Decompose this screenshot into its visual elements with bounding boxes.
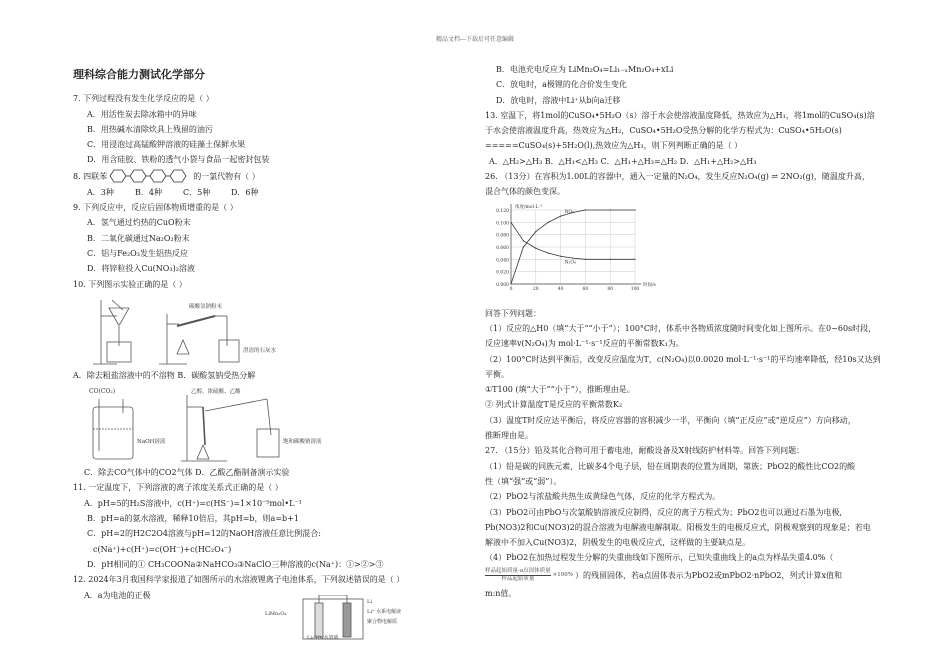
q11-option-d: D．pH相同的① CH₃COONa②NaHCO₃③NaClO三种溶液的c(Na⁺)：①>②>③	[87, 559, 384, 569]
q10-figure-cd	[87, 385, 327, 463]
series-line-1	[511, 222, 635, 259]
data-point	[510, 221, 511, 222]
q27-line-2: （1）铅是碳的同族元素，比碳多4个电子层，铅在周期表的位置为周期，第族；PbO2的酸性比CO2的酸	[485, 461, 856, 471]
q26-after-1: 回答下列问题：	[485, 308, 541, 318]
q26-line-1: 26. （13分）在容积为1.00L的容器中，通入一定量的N₂O₄，发生反应N₂O₄(g) ⇌ 2NO₂(g)，随温度升高，	[485, 172, 870, 182]
q27-line-6: Pb(NO3)2和Cu(NO3)2的混合溶液为电解液电解制取。阳极发生的电极反应式，阴极观察到的现象是；若电	[485, 522, 871, 532]
data-point	[560, 255, 561, 256]
q26-after-4: （2）100°C时达到平衡后，改变反应温度为T，c(N₂O₄)以0.0020 mol·L⁻¹·s⁻¹的平均速率降低，经10s又达到	[485, 354, 881, 364]
q27-frac-den: 样品起始质量	[501, 576, 535, 583]
data-point	[585, 209, 586, 210]
q9-option-a: A．氢气通过灼热的CuO粉末	[87, 218, 191, 228]
x-tick-label: 60	[582, 286, 589, 292]
y-tick-label: 0.000	[496, 282, 509, 288]
q27-frac-num: 样品起始质量-a点固体质量	[485, 568, 551, 575]
y-tick-label: 0.080	[496, 233, 509, 239]
q13-line-3: =====CuSO₄(s)+5H₂O(l),热效应为△H₃，则下列判断正确的是（ ）	[485, 141, 743, 151]
q26-after-2: （1）反应的△H0（填“大于”“小于”）；100°C时，体系中各物质浓度随时间变化如上图所示。在0~60s时段，	[485, 323, 877, 333]
y-tick-label: 0.020	[496, 270, 509, 276]
q10-fig1-label-b: 澄清的石灰水	[243, 347, 277, 354]
q27-line-1: 27. （15分）铅及其化合物可用于蓄电池，耐酸设备及X射线防护材料等。回答下列问题：	[485, 446, 805, 456]
q9-option-d: D．将锌粒投入Cu(NO₃)₂溶液	[87, 264, 195, 274]
page-header: 精品文档---下载后可任意编辑	[435, 36, 515, 43]
data-point	[572, 257, 573, 258]
data-point	[585, 258, 586, 259]
q12-option-d: D．放电时，溶液中Li⁺从b向a迁移	[496, 95, 621, 105]
data-point	[523, 246, 524, 247]
y-tick-label: 0.060	[496, 245, 509, 251]
y-tick-label: 0.100	[496, 221, 509, 227]
series-label: N₂O₄	[564, 259, 576, 265]
data-point	[548, 221, 549, 222]
q7-option-a: A．用活性炭去除冰箱中的异味	[87, 109, 197, 119]
data-point	[535, 231, 536, 232]
q26-after-6: ①T100 (填“大于”“小于”），推断理由是。	[485, 385, 635, 395]
q8-option-c: C．5种	[183, 187, 211, 197]
q27-line-4: （2）PbO2与浓盐酸共热生成黄绿色气体，反应的化学方程式为。	[485, 492, 721, 502]
q10-figure-ab	[87, 294, 277, 366]
q12-option-c: C．放电时，a极锂的化合价发生变化	[496, 80, 627, 90]
q11-stem: 11. 一定温度下，下列溶液的离子浓度关系式正确的是（ ）	[73, 483, 283, 493]
q12-fig-label-li: Li	[367, 599, 372, 605]
q12-option-b: B．电池充电反应为 LiMn₂O₄=Li₁₋ₓMn₂O₄+xLi	[496, 65, 674, 74]
x-tick-label: 20	[532, 286, 539, 292]
q27-line-3: 性（填“强”或“弱”）。	[485, 476, 562, 486]
x-tick-label: 80	[607, 286, 614, 292]
data-point	[548, 252, 549, 253]
q9-option-b: B．二氧化碳通过Na₂O₂粉末	[87, 233, 190, 243]
q27-line-8: （4）PbO2在加热过程发生分解的失重曲线如下图所示，已知失重曲线上的a点为样品失重4.0%（	[485, 553, 834, 563]
quaterphenyl-structure	[108, 169, 192, 183]
q10-fig2-label-naoh: NaOH溶液	[137, 439, 166, 446]
q12-fig-label-sep: Li⁺ 水系电解液	[367, 609, 402, 615]
q26-after-7: ② 列式计算温度T是反应的平衡常数K₂	[485, 400, 623, 410]
q12-battery-figure	[263, 595, 413, 641]
q13-line-1: 13. 室温下，将1mol的CuSO₄•5H₂O（s）溶于水会使溶液温度降低，热效应为△H₁，将1mol的CuSO₄(s)溶	[485, 110, 875, 120]
q12-fig-label-bottom: Li₂SO₄水溶液	[307, 635, 339, 641]
q10-caption-ab: A．除去粗盐溶液中的不溶物 B．碳酸氢钠受热分解	[73, 370, 256, 380]
q26-after-8: （3）温度T时反应达平衡后，将反应容器的容积减少一半，平衡向（填“正反应”或“逆反应”）方向移动，	[485, 415, 856, 425]
q8-option-b: B．4种	[135, 187, 162, 197]
q27-line-9-text: ）的残留固体，若a点固体表示为PbO2或mPbO2·nPbO2，列式计算x值和	[574, 571, 843, 581]
q11-option-c: C．pH=2的H2C2O4溶液与pH=12的NaOH溶液任意比例混合:	[87, 529, 321, 539]
right-column	[485, 62, 885, 601]
q8-stem-pre: 8. 四联苯	[73, 171, 108, 181]
q9-option-c: C．铝与Fe₂O₃发生铝热反应	[87, 248, 188, 258]
q26-concentration-chart	[485, 202, 725, 302]
q8-option-a: A．3种	[87, 187, 114, 197]
data-point	[510, 283, 511, 284]
q12-fig-label-left: LiMn₂O₄	[265, 611, 287, 617]
q27-fraction	[485, 568, 573, 583]
q12-fig-label-poly: 聚合物电解质	[367, 619, 398, 625]
q11-option-a: A．pH=5的H₂S溶液中，c(H⁺)=c(HS⁻)=1×10⁻⁵mol•L⁻¹	[84, 498, 302, 508]
data-point	[610, 209, 611, 210]
q27-line-10: m:n值。	[485, 588, 517, 598]
q26-after-9: 推断理由是。	[485, 431, 533, 441]
q10-fig2-label-mix: 乙醇、浓硫酸、乙酸	[191, 389, 241, 396]
data-point	[523, 240, 524, 241]
q11-option-c-expr: c(Na⁺)+c(H⁺)=c(OH⁻)+c(HC₂O₄⁻)	[93, 544, 232, 554]
data-point	[634, 258, 635, 259]
q10-fig2-label-co: CO(CO₂)	[89, 388, 116, 396]
q10-fig2-label-sat: 饱和碳酸钠溶液	[283, 439, 322, 446]
q27-line-7: 解液中不加入Cu(NO3)2，阴极发生的电极反应式，这样做的主要缺点是。	[485, 538, 751, 548]
data-point	[535, 247, 536, 248]
q8-stem	[73, 168, 463, 185]
q27-line-9	[485, 566, 885, 586]
q26-line-2: 混合气体的颜色变深。	[485, 187, 565, 197]
q7-option-b: B．用热碱水清除炊具上残留的油污	[87, 124, 213, 134]
q27-line-5: （3）PbO2可由PbO与次氯酸钠溶液反应制得，反应的离子方程式为；PbO2也可以通过石墨为电极,	[485, 507, 842, 517]
x-axis-label: 时间/s	[643, 282, 656, 288]
q12-stem: 12. 2024年3月我国科学家报道了如图所示的水溶液锂离子电池体系，下列叙述错误的是（ ）	[73, 575, 405, 585]
x-tick-label: 100	[630, 286, 640, 292]
data-point	[560, 215, 561, 216]
x-tick-label: 40	[557, 286, 564, 292]
q7-option-d: D．用含硅胶、铁粉的透气小袋与食品一起密封包装	[87, 155, 270, 165]
x-tick-label: 0	[509, 286, 513, 292]
q13-options: A．△H₂>△H₃ B．△H₁<△H₃ C．△H₁+△H₃=△H₂ D．△H₁+△H₂>△H₃	[489, 156, 757, 166]
q9-stem: 9. 下列反应中，反应后固体物质增重的是（ ）	[73, 203, 238, 213]
left-column	[73, 67, 463, 641]
q10-fig1-label-a: 碳酸氢钠粉末	[189, 303, 223, 310]
data-point	[610, 258, 611, 259]
y-axis-label: 浓度/mol·L⁻¹	[515, 204, 543, 210]
q27-frac-mul: ×100%	[552, 572, 573, 579]
q7-option-c: C．用浸泡过高锰酸钾溶液的硅藻土保鲜水果	[87, 140, 246, 150]
q11-option-b: B．pH=a的氨水溶液，稀释10倍后，其pH=b，则a=b+1	[87, 514, 299, 524]
y-tick-label: 0.120	[496, 208, 509, 214]
q26-after-3: 反应速率v(N₂O₄)为 mol·L⁻¹·s⁻¹反应的平衡常数K₁为。	[485, 339, 684, 349]
q10-caption-cd: C．除去CO气体中的CO2气体 D．乙酸乙酯制备演示实验	[84, 468, 290, 478]
q26-after-5: 平衡。	[485, 369, 509, 379]
series-label: NO₂	[564, 209, 575, 215]
q8-options	[73, 185, 463, 200]
q13-line-2: 于水会使溶液温度升高，热效应为△H₂，CuSO₄•5H₂O受热分解的化学方程式为：CuSO₄•5H₂O(s)	[485, 126, 842, 136]
y-tick-label: 0.040	[496, 258, 509, 264]
q8-stem-post: 的一氯代物有（ ）	[193, 171, 260, 181]
exam-title: 理科综合能力测试化学部分	[73, 68, 205, 81]
data-point	[634, 209, 635, 210]
q7-stem: 7. 下列过程没有发生化学反应的是（ ）	[73, 94, 214, 104]
q8-option-d: D．6种	[231, 187, 259, 197]
q10-stem: 10. 下列图示实验正确的是（ ）	[73, 279, 187, 289]
q12-option-a: A．a为电池的正极	[84, 590, 151, 600]
